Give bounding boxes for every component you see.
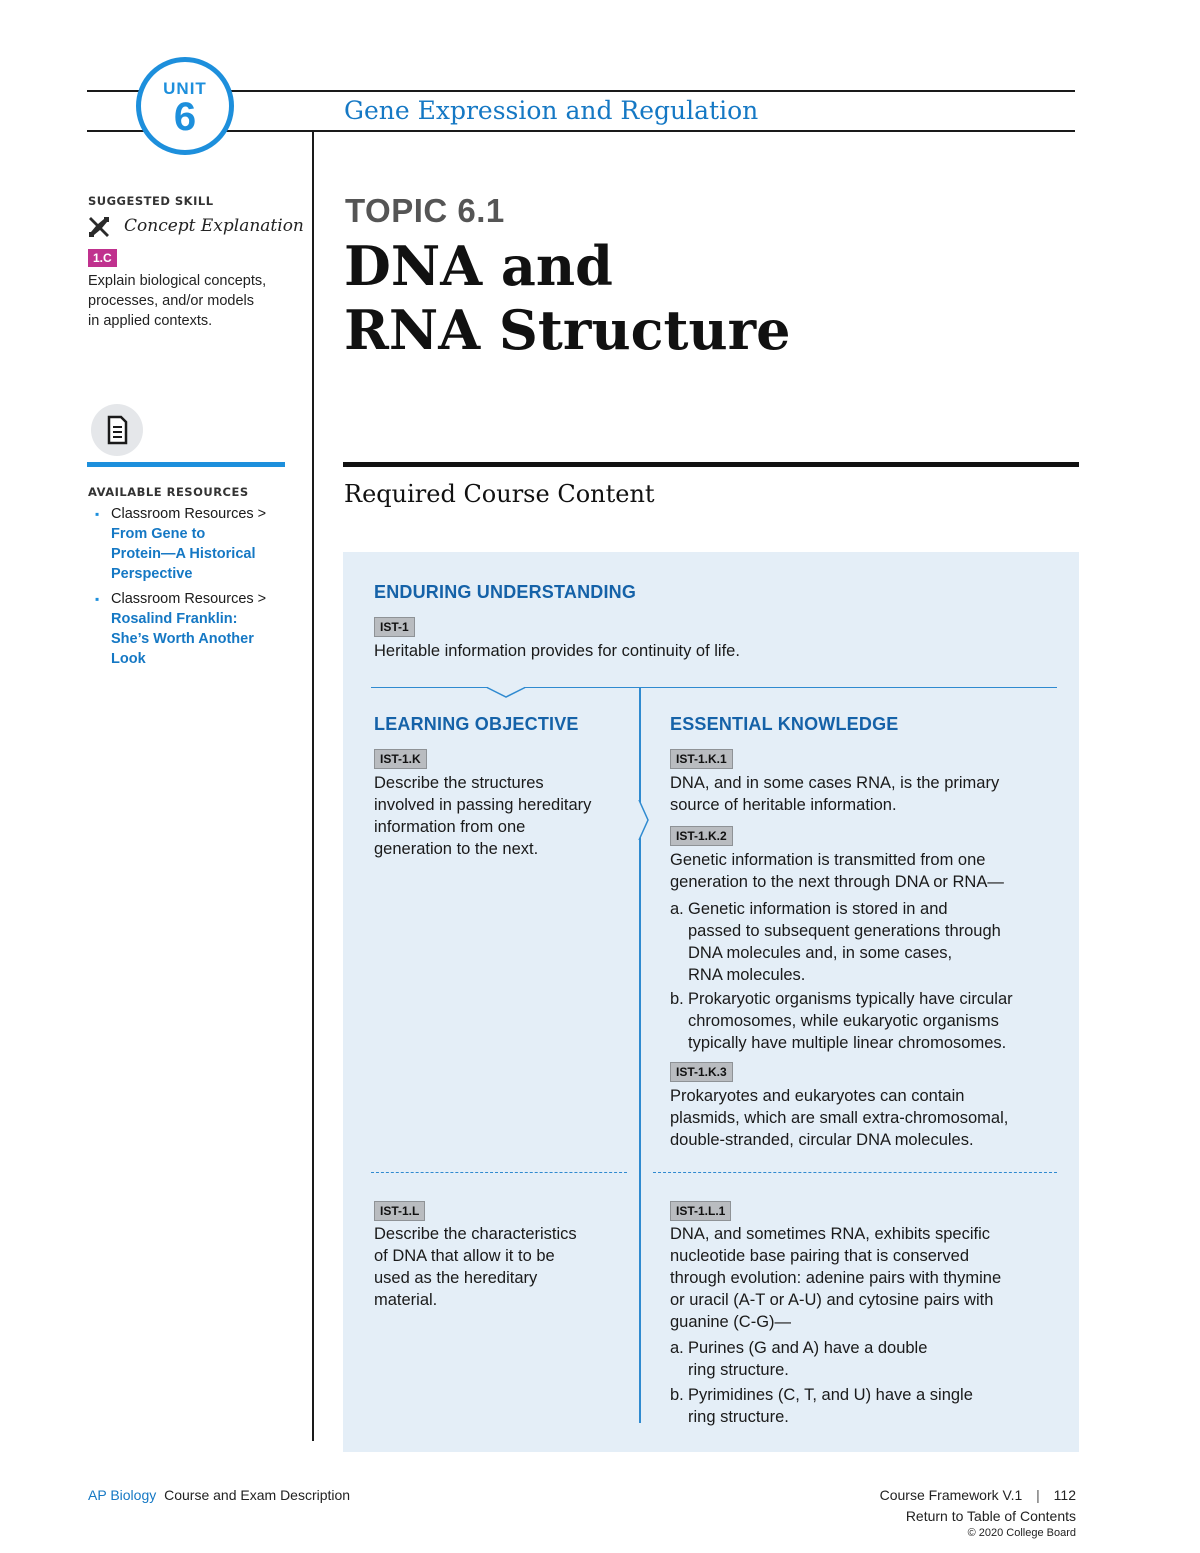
return-to-toc-link[interactable]: Return to Table of Contents <box>905 1508 1076 1524</box>
header-bottom-rule <box>87 130 1075 132</box>
footer-course-name: AP Biology <box>88 1487 157 1503</box>
resource-link-gene-to-protein[interactable]: From Gene to Protein—A Historical Perspective <box>111 526 256 582</box>
skill-description: Explain biological concepts, processes, and/or models in applied contexts. <box>88 273 267 329</box>
ek-sub-item-a: a. Genetic information is stored in and passed to subsequent generations through DNA molecules and, in some cases, RNA molecules. <box>670 900 1001 984</box>
section-separator-left <box>371 1172 627 1173</box>
lo-code-badge: IST-1.L <box>374 1201 425 1221</box>
unit-number: 6 <box>173 95 197 139</box>
unit-title: Gene Expression and Regulation <box>344 96 759 125</box>
unit-badge <box>136 57 234 155</box>
resource-link-rosalind-franklin[interactable]: Rosalind Franklin: She’s Worth Another Look <box>111 611 254 667</box>
lo-text: Describe the structures involved in passing hereditary information from one generation to the next. <box>374 774 592 858</box>
copyright: © 2020 College Board <box>967 1527 1076 1539</box>
arrow-right-icon <box>630 800 650 840</box>
footer-description: Course and Exam Description <box>164 1487 351 1503</box>
ek-sub-item-a: a. Purines (G and A) have a double ring structure. <box>670 1339 928 1379</box>
unit-word: UNIT <box>163 79 207 98</box>
tools-icon <box>88 216 110 238</box>
bullet-icon: ▪ <box>95 592 100 606</box>
footer-framework: Course Framework V.1 <box>879 1487 1023 1503</box>
learning-objective-heading: LEARNING OBJECTIVE <box>374 714 579 734</box>
document-icon <box>91 404 143 456</box>
ek-sub-item-b: b. Prokaryotic organisms typically have circular chromosomes, while eukaryotic organisms typically have multiple linear chromosomes. <box>670 990 1013 1052</box>
eu-code-badge: IST-1 <box>374 617 415 637</box>
topic-divider <box>343 462 1079 467</box>
ek-code-badge: IST-1.K.3 <box>670 1062 733 1082</box>
required-course-content-heading: Required Course Content <box>344 480 655 508</box>
ek-code-badge: IST-1.K.2 <box>670 826 733 846</box>
topic-title: DNA and RNA Structure <box>344 234 791 362</box>
ek-text: Genetic information is transmitted from one generation to the next through DNA or RNA— <box>670 851 1004 891</box>
footer-right <box>880 1487 1076 1503</box>
section-separator-right <box>653 1172 1057 1173</box>
resource-item: ▪ Classroom Resources > From Gene to Protein—A Historical Perspective <box>93 504 283 584</box>
resource-icon-circle <box>91 404 143 456</box>
eu-text: Heritable information provides for continuity of life. <box>374 642 740 660</box>
suggested-skill-label: SUGGESTED SKILL <box>88 194 214 208</box>
ek-sub-item-b: b. Pyrimidines (C, T, and U) have a single ring structure. <box>670 1386 973 1426</box>
notch-icon <box>486 685 526 699</box>
essential-knowledge-heading: ESSENTIAL KNOWLEDGE <box>670 714 899 734</box>
resource-item: ▪ Classroom Resources > Rosalind Franklin: She’s Worth Another Look <box>93 589 283 669</box>
footer-left <box>88 1487 350 1503</box>
footer-separator: | <box>1036 1487 1040 1503</box>
eu-divider-right <box>524 687 1057 688</box>
eu-divider-left <box>371 687 488 688</box>
ek-text: DNA, and in some cases RNA, is the primary source of heritable information. <box>670 774 1000 814</box>
ek-code-badge: IST-1.L.1 <box>670 1201 731 1221</box>
skill-code-badge: 1.C <box>88 249 117 267</box>
header-top-rule <box>87 90 1075 92</box>
ek-code-badge: IST-1.K.1 <box>670 749 733 769</box>
resources-divider <box>87 462 285 467</box>
page-number: 112 <box>1053 1487 1076 1503</box>
lo-text: Describe the characteristics of DNA that allow it to be used as the hereditary material. <box>374 1225 577 1309</box>
lo-code-badge: IST-1.K <box>374 749 427 769</box>
bullet-icon: ▪ <box>95 507 100 521</box>
ek-text: DNA, and sometimes RNA, exhibits specific nucleotide base pairing that is conserved through evolution: adenine pairs with thymine or uracil (A-T or A-U) and cytosine pairs with guanine (C-G)— <box>670 1225 1002 1331</box>
enduring-understanding-heading: ENDURING UNDERSTANDING <box>374 582 637 602</box>
ek-text: Prokaryotes and eukaryotes can contain plasmids, which are small extra-chromosomal, double-stranded, circular DNA molecules. <box>670 1087 1009 1149</box>
column-divider <box>639 688 641 1423</box>
topic-number: TOPIC 6.1 <box>345 192 505 229</box>
skill-name: Concept Explanation <box>124 216 304 236</box>
available-resources-label: AVAILABLE RESOURCES <box>88 485 249 499</box>
sidebar-divider <box>312 131 314 1441</box>
resource-list <box>93 504 283 674</box>
